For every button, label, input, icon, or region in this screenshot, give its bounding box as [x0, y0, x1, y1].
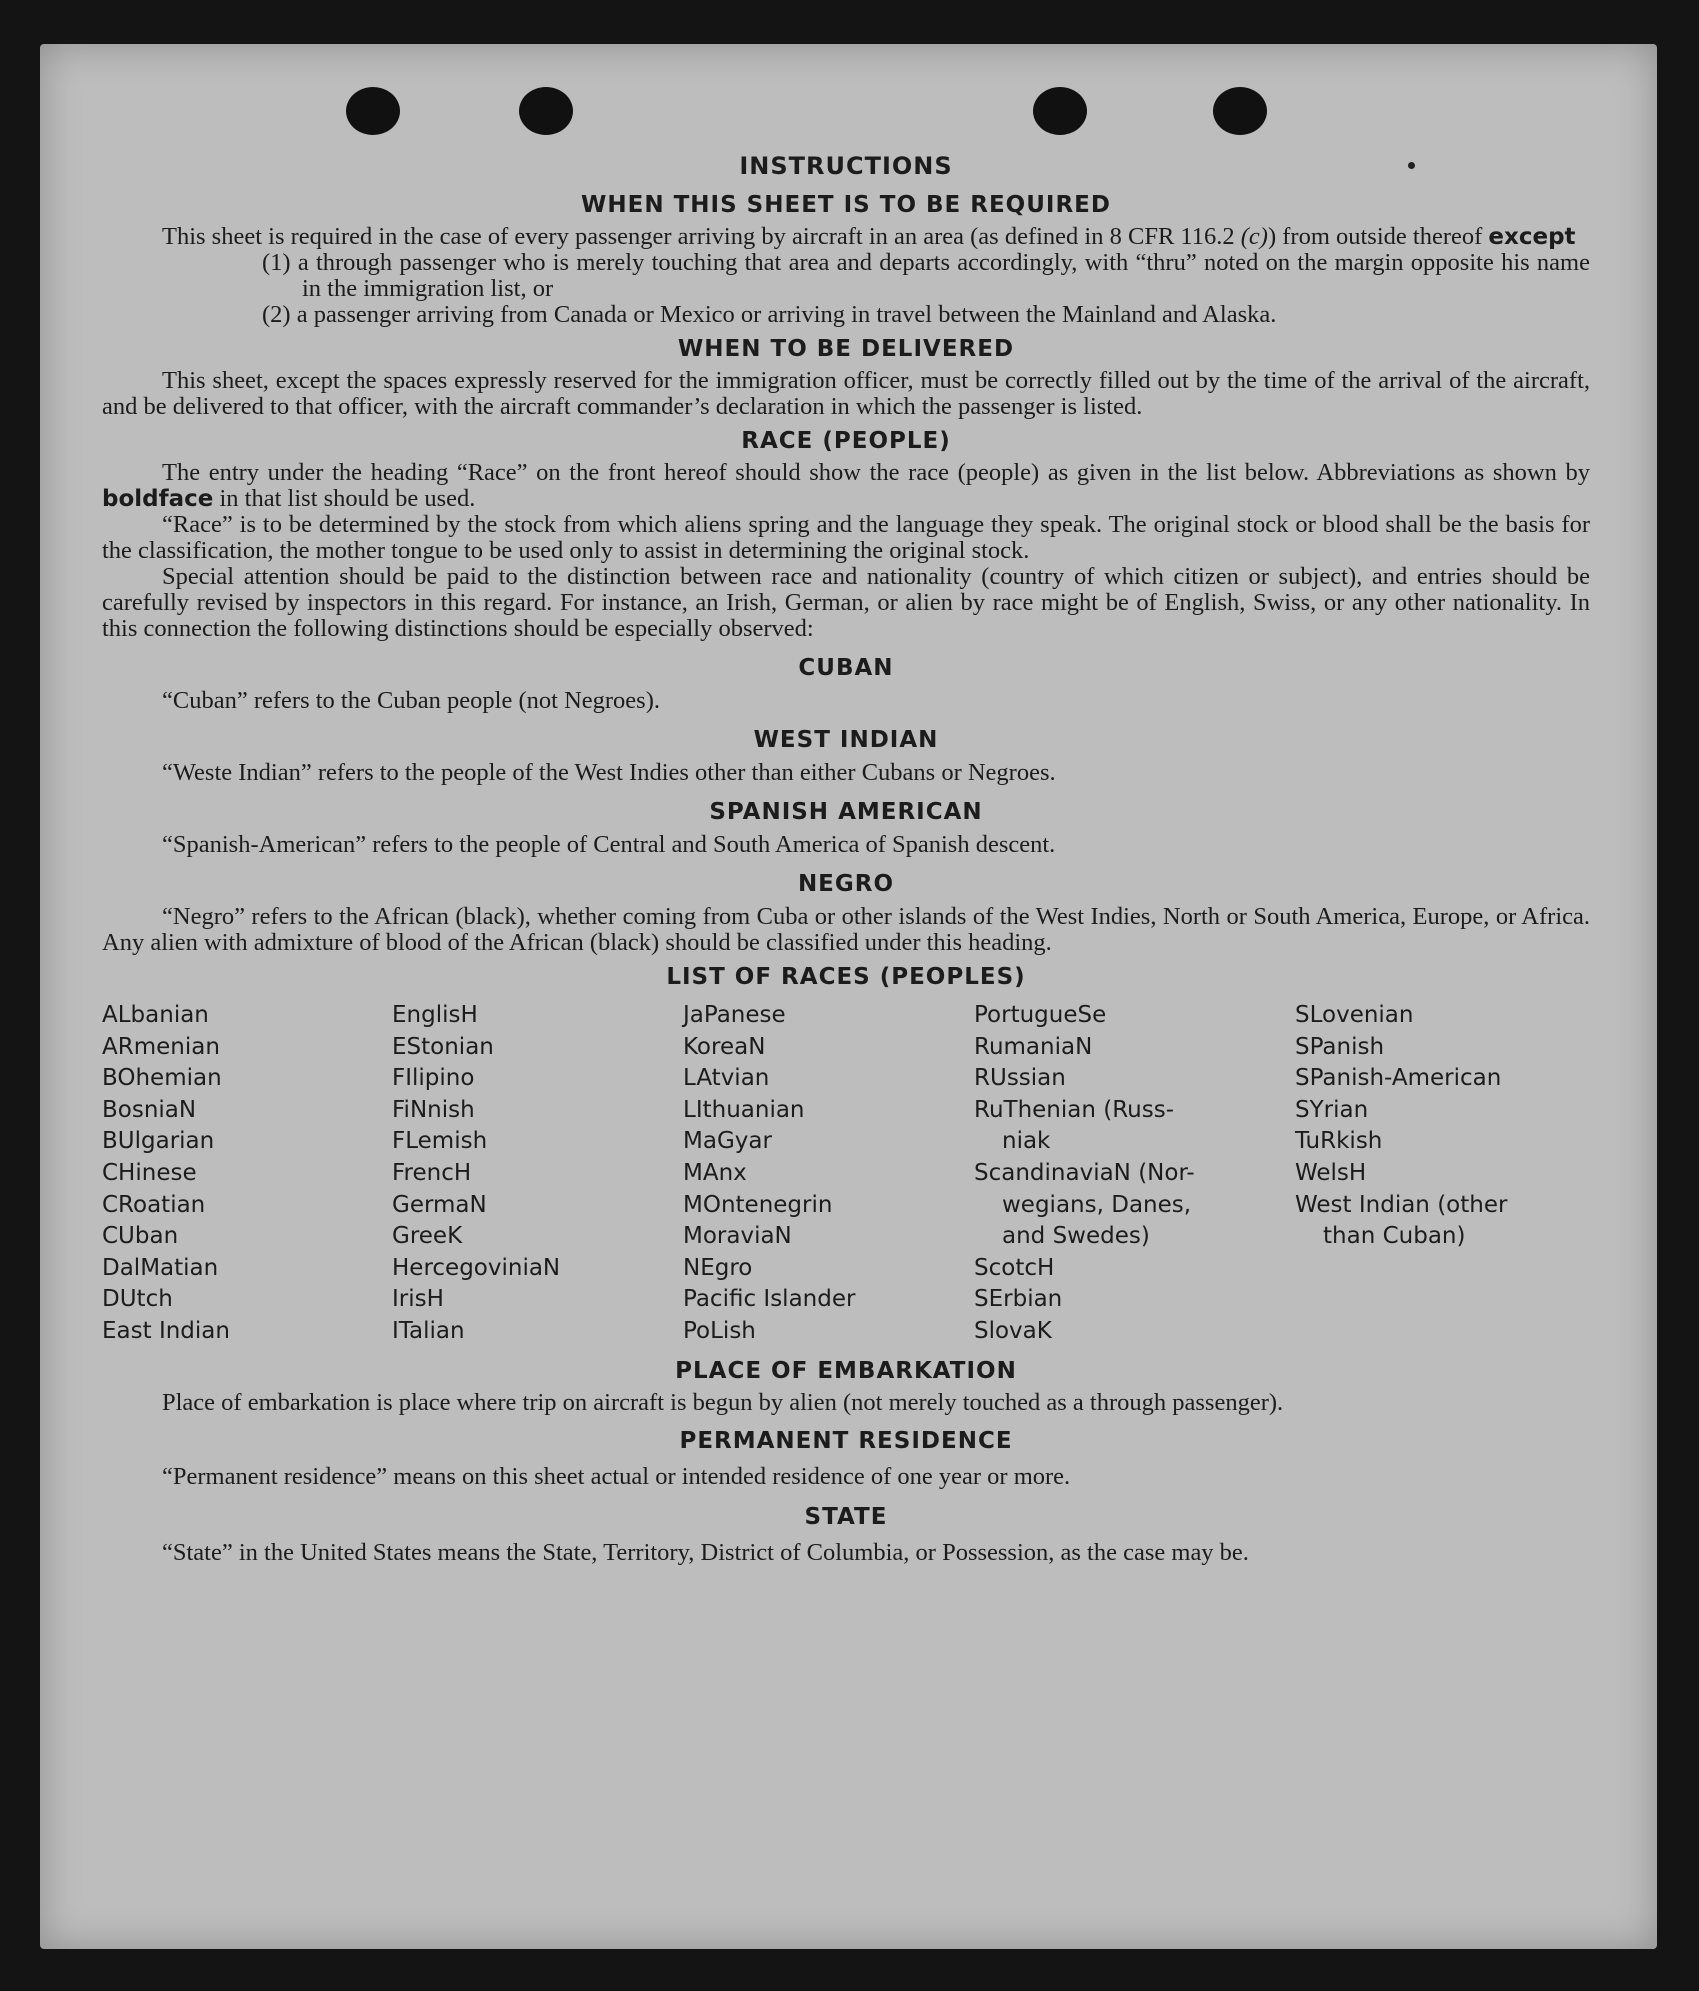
race-entry: SPanish-American: [1295, 1065, 1502, 1092]
heading-state: STATE: [804, 1503, 888, 1530]
race-entry-continuation: and Swedes): [1002, 1223, 1150, 1250]
race-entry: BOhemian: [102, 1065, 222, 1092]
races-list: [102, 1000, 1590, 1348]
required-paragraph: [102, 224, 1590, 250]
races-column-2: [392, 1000, 683, 1348]
race-text: The entry under the heading “Race” on the front hereof should show the race (people) as given in the list below. Abbreviations as shown by: [162, 459, 1590, 486]
citation: (c): [1240, 223, 1268, 250]
heading-list-of-races: LIST OF RACES (PEOPLES): [666, 964, 1026, 990]
heading-when-delivered: WHEN TO BE DELIVERED: [677, 336, 1015, 362]
race-entry: HercegoviniaN: [392, 1254, 561, 1281]
exception-item-2: (2) a passenger arriving from Canada or Mexico or arriving in travel between the Mainland and Alaska.: [262, 301, 1277, 328]
race-entry: JaPanese: [683, 1002, 786, 1028]
race-entry-continuation: than Cuban): [1323, 1223, 1466, 1250]
instructions-text: [102, 144, 1590, 1566]
delivered-paragraph: This sheet, except the spaces expressly reserved for the immigration officer, must be correctly filled out by the time of the arrival of the aircraft, and be delivered to that officer, with the aircraft commander’s declaration in which the passenger is listed.: [102, 367, 1590, 420]
race-entry: FLemish: [392, 1128, 488, 1155]
race-entry: West Indian (other: [1295, 1191, 1508, 1218]
required-text: This sheet is required in the case of every passenger arriving by aircraft in an area (as defined in 8 CFR 116.2: [162, 223, 1241, 250]
race-entry: GreeK: [392, 1223, 463, 1250]
race-entry: MaGyar: [683, 1128, 772, 1155]
race-entry: FiNnish: [392, 1096, 475, 1123]
heading-place-of-embarkation: PLACE OF EMBARKATION: [675, 1357, 1017, 1384]
race-entry: GermaN: [392, 1191, 487, 1218]
race-entry: PortugueSe: [974, 1002, 1107, 1028]
race-entry: East Indian: [102, 1317, 230, 1344]
races-column-4: [974, 1000, 1295, 1348]
race-paragraph-2: “Race” is to be determined by the stock from which aliens spring and the language they speak. The original stock or blood shall be the basis for the classification, the mother tongue to be used only to assist in determining the original stock.: [102, 511, 1590, 564]
race-entry: CUban: [102, 1223, 179, 1250]
race-entry: ScandinaviaN (Nor-: [974, 1159, 1195, 1186]
race-entry: Pacific Islander: [683, 1286, 856, 1313]
race-entry: RumaniaN: [974, 1033, 1093, 1060]
race-entry: SErbian: [974, 1286, 1063, 1313]
residence-paragraph: “Permanent residence” means on this sheet actual or intended residence of one year or more.: [162, 1462, 1071, 1490]
race-entry: EStonian: [392, 1033, 494, 1060]
state-paragraph: “State” in the United States means the State, Territory, District of Columbia, or Possession, as the case may be.: [162, 1538, 1249, 1566]
punch-hole: [1033, 87, 1087, 135]
race-entry: FIlipino: [392, 1065, 475, 1092]
race-entry: FrencH: [392, 1159, 472, 1186]
race-entry: SlovaK: [974, 1317, 1052, 1344]
except-word: except: [1488, 224, 1576, 250]
race-paragraph-3: Special attention should be paid to the distinction between race and nationality (country of which citizen or subject), and entries should be carefully revised by inspectors in this regard. For instance, an Irish, German, or alien by race might be of English, Swiss, or any other nationality. In this connection the following distinctions should be especially observed:: [102, 563, 1590, 642]
race-entry: BUlgarian: [102, 1128, 215, 1155]
race-entry: MOntenegrin: [683, 1191, 833, 1218]
race-entry: CRoatian: [102, 1191, 206, 1218]
race-entry: MoraviaN: [683, 1223, 792, 1250]
race-paragraph-1: [102, 460, 1590, 512]
spanish-american-paragraph: “Spanish-American” refers to the people of Central and South America of Spanish descent.: [162, 831, 1056, 858]
punch-hole: [519, 87, 573, 135]
heading-spanish-american: SPANISH AMERICAN: [709, 799, 983, 825]
race-entry: WelsH: [1295, 1159, 1367, 1186]
required-text: ) from outside thereof: [1267, 223, 1489, 250]
heading-negro: NEGRO: [797, 871, 895, 897]
punch-hole: [346, 87, 400, 135]
race-entry: ScotcH: [974, 1254, 1055, 1281]
cuban-paragraph: “Cuban” refers to the Cuban people (not Negroes).: [162, 687, 660, 714]
page-title: INSTRUCTIONS: [739, 152, 953, 180]
race-entry: RUssian: [974, 1065, 1066, 1092]
boldface-word: boldface: [102, 486, 214, 512]
race-entry: EnglisH: [392, 1002, 478, 1028]
race-entry: LIthuanian: [683, 1096, 805, 1123]
race-entry: ALbanian: [102, 1002, 209, 1028]
west-indian-paragraph: “Weste Indian” refers to the people of the West Indies other than either Cubans or Negroes.: [162, 759, 1056, 786]
race-entry: SPanish: [1295, 1033, 1385, 1060]
race-entry: TuRkish: [1295, 1128, 1383, 1155]
races-column-3: [683, 1000, 974, 1348]
heading-permanent-residence: PERMANENT RESIDENCE: [679, 1427, 1013, 1454]
race-entry: RuThenian (Russ-: [974, 1096, 1175, 1123]
punch-hole: [1213, 87, 1267, 135]
heading-west-indian: WEST INDIAN: [753, 727, 939, 753]
races-column-1: [102, 1000, 392, 1348]
race-entry: CHinese: [102, 1159, 197, 1186]
race-entry-continuation: wegians, Danes,: [1002, 1191, 1192, 1218]
heading-race: RACE (PEOPLE): [741, 428, 951, 454]
race-text: in that list should be used.: [213, 485, 476, 512]
race-entry: ITalian: [392, 1317, 465, 1344]
race-entry: NEgro: [683, 1254, 753, 1281]
race-entry: SLovenian: [1295, 1002, 1414, 1028]
race-entry: IrisH: [392, 1286, 444, 1313]
race-entry: KoreaN: [683, 1033, 766, 1060]
race-entry-continuation: niak: [1002, 1128, 1051, 1155]
race-entry: LAtvian: [683, 1065, 770, 1092]
race-entry: MAnx: [683, 1159, 747, 1186]
embarkation-paragraph: Place of embarkation is place where trip on aircraft is begun by alien (not merely touched as a through passenger).: [162, 1388, 1284, 1416]
race-entry: PoLish: [683, 1317, 756, 1344]
race-entry: SYrian: [1295, 1096, 1369, 1123]
heading-cuban: CUBAN: [798, 655, 894, 681]
race-entry: ARmenian: [102, 1033, 220, 1060]
races-column-5: [1295, 1000, 1585, 1348]
race-entry: DUtch: [102, 1286, 173, 1313]
heading-when-required: WHEN THIS SHEET IS TO BE REQUIRED: [581, 192, 1111, 218]
race-entry: DalMatian: [102, 1254, 219, 1281]
exception-item-1: (1) a through passenger who is merely touching that area and departs accordingly, with “thru” noted on the margin opposite his name in the immigration list, or: [262, 249, 1590, 302]
document-sheet: [40, 44, 1657, 1949]
negro-paragraph: “Negro” refers to the African (black), whether coming from Cuba or other islands of the West Indies, North or South America, Europe, or Africa. Any alien with admixture of blood of the African (black) should be classified under this heading.: [102, 903, 1590, 956]
race-entry: BosniaN: [102, 1096, 197, 1123]
